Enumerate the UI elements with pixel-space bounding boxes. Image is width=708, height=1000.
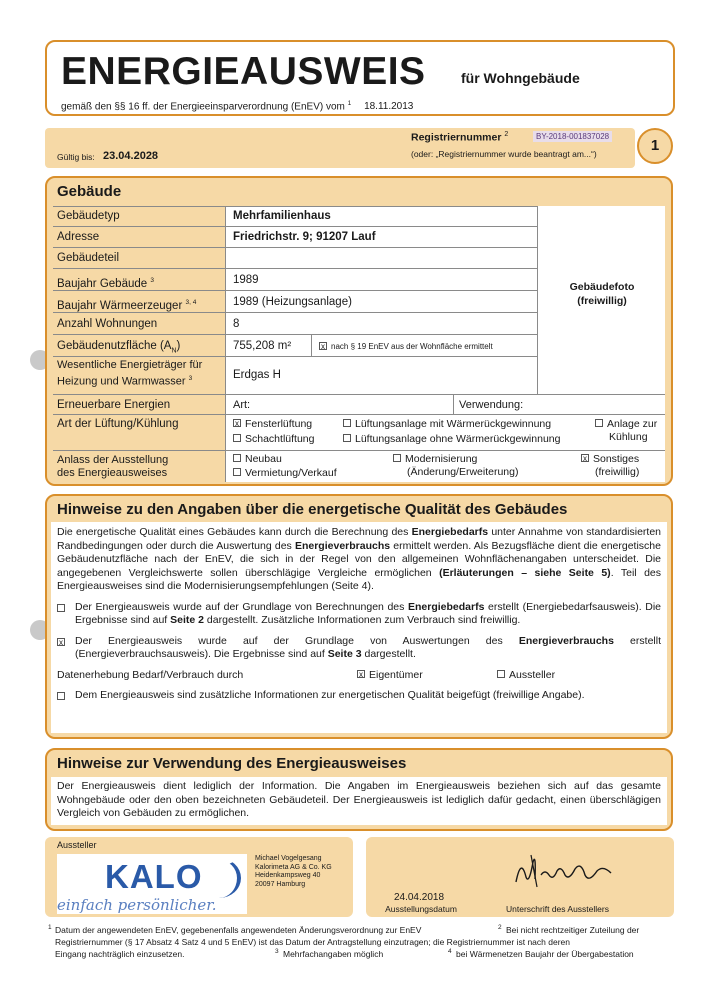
kalo-logo-arc-icon bbox=[197, 858, 241, 898]
building-photo-label: Gebäudefoto (freiwillig) bbox=[569, 281, 635, 307]
issuer-label: Aussteller bbox=[57, 840, 97, 850]
usable-area-label-end: ) bbox=[176, 340, 181, 352]
basis-demand-checkbox[interactable] bbox=[57, 604, 65, 612]
legal-text: gemäß den §§ 16 ff. der Energieeinsparverordnung (EnEV) vom bbox=[61, 101, 345, 113]
vent-option-window[interactable]: x Fensterlüftung bbox=[235, 418, 313, 430]
registry-note: (oder: „Registriernummer wurde beantragt am...“) bbox=[411, 149, 597, 159]
heater-year-value: 1989 (Heizungsanlage) bbox=[233, 296, 352, 308]
usage-hints-section bbox=[45, 748, 673, 831]
usable-area-label-text: Gebäudenutzfläche (A bbox=[57, 340, 172, 352]
construction-year-sup: 3 bbox=[150, 277, 154, 284]
issue-reason-label: Anlass der Ausstellung des Energieausweises bbox=[57, 454, 169, 479]
energy-carrier-label bbox=[57, 359, 202, 389]
valid-until-label: Gültig bis: bbox=[57, 152, 95, 162]
units-value: 8 bbox=[233, 318, 240, 330]
heater-year-label-text: Baujahr Wärmeerzeuger bbox=[57, 299, 183, 312]
extra-info-option[interactable]: Dem Energieausweis sind zusätzliche Informationen zur energetischen Qualität beigefügt (freiwillige Angabe). bbox=[57, 689, 661, 703]
data-collection-issuer[interactable]: Aussteller bbox=[497, 669, 555, 683]
reason-option-rent-sale[interactable]: Vermietung/Verkauf bbox=[233, 467, 337, 479]
area-method-note: nach § 19 EnEV aus der Wohnfläche ermittelt bbox=[331, 342, 493, 351]
vent-option-no-recovery[interactable]: Lüftungsanlage ohne Wärmerückgewinnung bbox=[343, 433, 560, 445]
energy-carrier-label-line2: Heizung und Warmwasser $^3$ bbox=[57, 375, 193, 388]
reason-option-other[interactable]: x Sonstiges (freiwillig) bbox=[583, 453, 640, 478]
document-subtitle: für Wohngebäude bbox=[461, 70, 580, 86]
building-photo-placeholder[interactable] bbox=[537, 206, 665, 394]
valid-until-date: 23.04.2028 bbox=[103, 150, 159, 162]
footnote-1-line3: Eingang nachträglich einzusetzen. 3 Mehrfachangaben möglich 4 bei Wärmenetzen Baujahr der Übergabestation bbox=[55, 948, 634, 959]
quality-hints-section bbox=[45, 494, 673, 739]
usable-area-label bbox=[57, 340, 180, 357]
extra-info-checkbox[interactable] bbox=[57, 692, 65, 700]
row-divider bbox=[53, 247, 537, 248]
issue-date-label: Ausstellungsdatum bbox=[385, 904, 457, 914]
row-divider bbox=[53, 334, 537, 335]
renewable-use-label: Verwendung: bbox=[459, 399, 524, 411]
kalo-logo-text: KALO bbox=[105, 858, 203, 895]
construction-year-value: 1989 bbox=[233, 274, 259, 286]
renewable-label: Erneuerbare Energien bbox=[57, 399, 171, 411]
column-divider bbox=[453, 395, 454, 414]
usage-hints-title: Hinweise zur Verwendung des Energieausweises bbox=[57, 755, 407, 772]
basis-option-demand[interactable]: Der Energieausweis wurde auf der Grundlage von Berechnungen des Energiebedarfs erstellt (Energiebedarfsausweis). Die Ergebnisse sind auf Seite 2 dargestellt. Zusätzliche Informationen zum Verbrauch sind freiwillig. bbox=[57, 601, 661, 628]
footnote-1-line1: 1 Datum der angewendeten EnEV, gegebenenfalls angewendeten Änderungsverordnung zur EnEV 2 Bei nicht rechtzeitiger Zuteilung der bbox=[48, 924, 640, 935]
reason-option-new[interactable]: Neubau bbox=[233, 453, 282, 465]
area-method-checkbox[interactable]: x bbox=[321, 341, 325, 351]
issuer-company-address: Michael Vogelgesang Kalorimeta AG & Co. KG Heidenkampsweg 40 20097 Hamburg bbox=[255, 855, 332, 888]
row-divider bbox=[53, 226, 537, 227]
registry-label-text: Registriernummer bbox=[411, 131, 502, 144]
signature-box bbox=[366, 837, 674, 917]
registry-label-sup: 2 bbox=[504, 131, 509, 138]
document-header bbox=[45, 40, 675, 116]
building-type-label: Gebäudetyp bbox=[57, 210, 120, 222]
basis-consumption-checkbox[interactable]: x bbox=[59, 637, 63, 647]
address-value: Friedrichstr. 9; 91207 Lauf bbox=[233, 231, 376, 243]
footnote-1-line2: Registriernummer (§ 17 Absatz 4 Satz 4 und 5 EnEV) ist das Datum der Antragstellung einzutragen; die Registriernummer ist nach deren bbox=[55, 937, 570, 947]
renewable-type-label: Art: bbox=[233, 399, 251, 411]
issuer-box bbox=[45, 837, 353, 917]
signature-image bbox=[511, 847, 621, 892]
area-method-option[interactable] bbox=[319, 342, 493, 351]
vent-option-shaft[interactable]: Schachtlüftung bbox=[233, 433, 314, 445]
renewable-fields bbox=[226, 395, 665, 414]
units-label: Anzahl Wohnungen bbox=[57, 318, 158, 330]
heater-year-sup: 3, 4 bbox=[185, 299, 197, 306]
registry-number-value: BY-2018-001837028 bbox=[533, 131, 612, 142]
usage-hints-text: Der Energieausweis dient lediglich der Information. Die Angaben im Energieausweis beziehen sich auf das gesamte Wohngebäude oder den oben bezeichneten Gebäudeteil. Der Energieausweis ist lediglich dafür gedacht, einen überschlägigen Vergleich von Gebäuden zu ermöglichen. bbox=[51, 777, 667, 825]
row-divider bbox=[53, 206, 537, 207]
kalo-slogan: einfach persönlicher. bbox=[57, 896, 217, 914]
kalo-logo bbox=[57, 854, 247, 914]
reason-option-modernization[interactable]: Modernisierung (Änderung/Erweiterung) bbox=[393, 453, 518, 479]
vent-option-cooling[interactable]: Anlage zur Kühlung bbox=[595, 418, 657, 444]
issue-date-value: 24.04.2018 bbox=[393, 892, 445, 903]
legal-reference bbox=[61, 100, 413, 112]
usable-area-sub: N bbox=[171, 347, 177, 355]
construction-year-label-text: Baujahr Gebäude bbox=[57, 277, 148, 290]
building-part-label: Gebäudeteil bbox=[57, 252, 120, 264]
data-collection-owner[interactable]: x Eigentümer bbox=[359, 668, 423, 681]
document-title: ENERGIEAUSWEIS bbox=[61, 50, 426, 93]
quality-hints-intro: Die energetische Qualität eines Gebäudes kann durch die Berechnung des Energiebedarfs unter Annahme von standardisierten Randbedingungen oder durch die Auswertung des Energieverbrauchs ermittelt werden. Als Bezugsfläche dient die energetische Gebäudenutzfläche nach der EnEV, die sich in der Regel von den allgemeinen Wohnflächenangaben unterscheidet. Die angegebenen Vergleichswerte sollen überschlägige Vergleiche ermöglichen (Erläuterungen – siehe Seite 5). Teil des Energieausweises sind die Modernisierungsempfehlungen (Seite 4). bbox=[57, 526, 661, 592]
building-type-value: Mehrfamilienhaus bbox=[233, 210, 331, 222]
footnotes bbox=[48, 924, 670, 960]
building-section bbox=[45, 176, 673, 486]
energy-carrier-label-line1: Wesentliche Energieträger für bbox=[57, 359, 203, 371]
registry-number-label bbox=[411, 131, 508, 144]
heater-year-label bbox=[57, 296, 196, 313]
data-collection-row bbox=[57, 669, 661, 685]
legal-date: 18.11.2013 bbox=[364, 101, 414, 113]
signature-label: Unterschrift des Ausstellers bbox=[506, 904, 609, 914]
row-divider bbox=[53, 268, 537, 269]
data-collection-label: Datenerhebung Bedarf/Verbrauch durch bbox=[57, 668, 244, 681]
usable-area-value: 755,208 m² bbox=[233, 340, 292, 352]
building-section-title: Gebäude bbox=[57, 183, 122, 200]
quality-hints-body bbox=[51, 522, 667, 733]
vent-option-heat-recovery[interactable]: Lüftungsanlage mit Wärmerückgewinnung bbox=[343, 418, 551, 430]
basis-option-consumption[interactable]: x Der Energieausweis wurde auf der Grundlage von Auswertungen des Energieverbrauchs erstellt (Energieverbrauchsausweis). Die Ergebnisse sind auf Seite 3 dargestellt. bbox=[59, 634, 661, 660]
legal-sup: 1 bbox=[347, 100, 352, 107]
quality-hints-title: Hinweise zu den Angaben über die energetische Qualität des Gebäudes bbox=[57, 501, 568, 518]
ventilation-label: Art der Lüftung/Kühlung bbox=[57, 418, 179, 430]
page-number-badge: 1 bbox=[637, 128, 673, 164]
construction-year-label bbox=[57, 274, 154, 291]
energy-carrier-value: Erdgas H bbox=[233, 369, 281, 381]
address-label: Adresse bbox=[57, 231, 100, 243]
column-divider bbox=[311, 334, 312, 356]
registry-strip bbox=[45, 128, 635, 168]
